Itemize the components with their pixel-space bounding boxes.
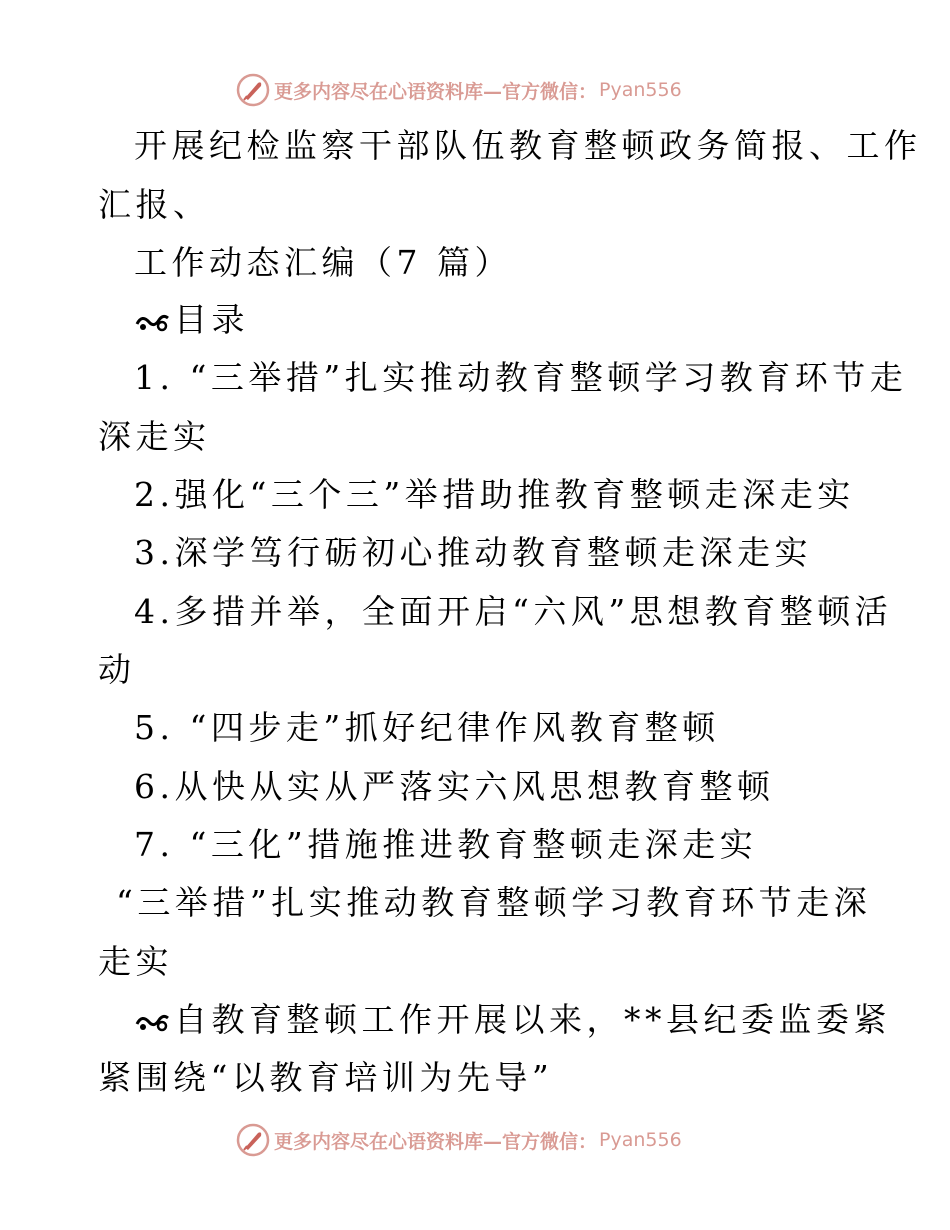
doc-title-line-1: 开展纪检监察干部队伍教育整顿政务简报、工作 <box>134 126 922 165</box>
section-body-line-2: 紧围绕“以教育培训为先导” <box>98 1058 554 1097</box>
section-body-text-1: 自教育整顿工作开展以来，**县纪委监委紧 <box>174 1000 891 1039</box>
swirl-bullet-icon <box>134 1010 172 1034</box>
section-title-line-2: 走实 <box>98 942 173 981</box>
doc-title-line-3: 工作动态汇编（7 篇） <box>134 243 512 282</box>
toc-item-7: 7. “三化”措施推进教育整顿走深走实 <box>134 825 758 864</box>
toc-item-1-line-1: 1. “三举措”扎实推动教育整顿学习教育环节走 <box>134 358 908 397</box>
feather-pen-logo-icon <box>236 73 270 107</box>
section-title-line-1: “三举措”扎实推动教育整顿学习教育环节走深 <box>116 883 872 922</box>
footer-watermark <box>236 1120 682 1160</box>
toc-heading <box>134 300 249 340</box>
toc-item-5: 5. “四步走”抓好纪律作风教育整顿 <box>134 708 720 747</box>
header-watermark <box>236 70 682 110</box>
toc-item-6: 6.从快从实从严落实六风思想教育整顿 <box>134 767 775 806</box>
watermark-text: 更多内容尽在心语资料库—官方微信： <box>274 80 598 103</box>
toc-item-4-line-2: 动 <box>98 650 136 689</box>
toc-item-1-line-2: 深走实 <box>98 417 211 456</box>
toc-item-4-line-1: 4.多措并举，全面开启“六风”思想教育整顿活 <box>134 592 893 631</box>
toc-heading-text: 目录 <box>174 300 249 339</box>
section-body-line-1 <box>134 1000 891 1040</box>
feather-pen-logo-icon <box>236 1123 270 1157</box>
doc-title-line-2: 汇报、 <box>98 185 211 224</box>
swirl-bullet-icon <box>134 310 172 334</box>
watermark-id: Pyan556 <box>599 79 682 101</box>
toc-item-2: 2.强化“三个三”举措助推教育整顿走深走实 <box>134 475 855 514</box>
toc-item-3: 3.深学笃行砺初心推动教育整顿走深走实 <box>134 533 812 572</box>
watermark-id: Pyan556 <box>599 1129 682 1151</box>
watermark-text: 更多内容尽在心语资料库—官方微信： <box>274 1130 598 1153</box>
